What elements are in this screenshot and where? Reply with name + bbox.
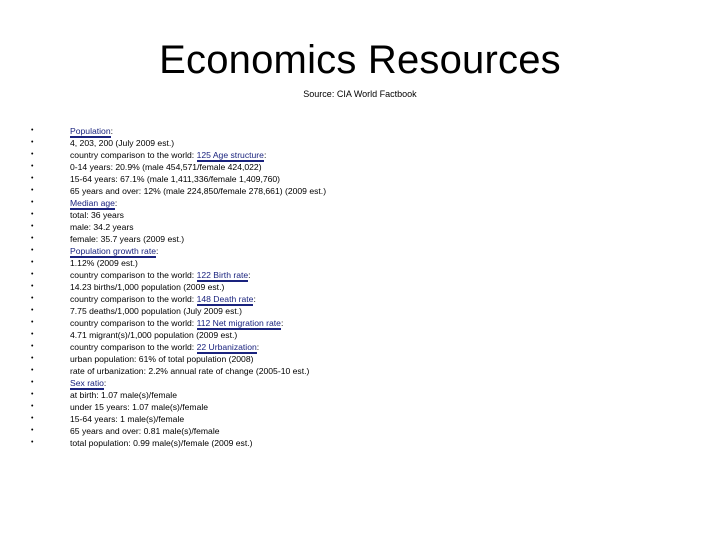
bullet-icon: • bbox=[31, 127, 34, 134]
bullet-item bbox=[31, 257, 691, 269]
bullet-item bbox=[31, 317, 691, 329]
bullet-icon: • bbox=[31, 391, 34, 398]
highlighted-term: 122 Birth rate bbox=[196, 270, 249, 280]
line-text: 4.71 migrant(s)/1,000 population (2009 est.) bbox=[70, 330, 238, 340]
bullet-item bbox=[31, 149, 691, 161]
bullet-item bbox=[31, 293, 691, 305]
line-text: country comparison to the world: bbox=[70, 150, 197, 160]
bullet-item bbox=[31, 161, 691, 173]
bullet-item bbox=[31, 197, 691, 209]
highlighted-term: 112 Net migration rate bbox=[196, 318, 281, 328]
line-suffix: : bbox=[253, 294, 256, 304]
highlighted-term: Population growth rate bbox=[70, 246, 156, 256]
line-text: male: 34.2 years bbox=[70, 222, 134, 232]
bullet-item bbox=[31, 341, 691, 353]
bullet-icon: • bbox=[31, 271, 34, 278]
bullet-icon: • bbox=[31, 439, 34, 446]
bullet-item bbox=[31, 209, 691, 221]
bullet-icon: • bbox=[31, 223, 34, 230]
bullet-icon: • bbox=[31, 343, 34, 350]
bullet-item bbox=[31, 353, 691, 365]
line-suffix: : bbox=[256, 342, 260, 352]
line-text: 15-64 years: 67.1% (male 1,411,336/female 1,409,760) bbox=[70, 174, 281, 184]
bullet-item bbox=[31, 185, 691, 197]
line-text: female: 35.7 years (2009 est.) bbox=[70, 234, 185, 244]
line-suffix: : bbox=[110, 126, 114, 136]
bullet-item bbox=[31, 137, 691, 149]
line-text: at birth: 1.07 male(s)/female bbox=[70, 390, 177, 400]
bullet-icon: • bbox=[31, 307, 34, 314]
highlighted-term: 22 Urbanization bbox=[196, 342, 257, 352]
bullet-item bbox=[31, 221, 691, 233]
line-suffix: : bbox=[156, 246, 159, 256]
bullet-icon: • bbox=[31, 163, 34, 170]
bullet-item bbox=[31, 425, 691, 437]
bullet-item bbox=[31, 413, 691, 425]
bullet-icon: • bbox=[31, 211, 34, 218]
line-suffix: : bbox=[103, 378, 107, 388]
bullet-icon: • bbox=[31, 367, 34, 374]
bullet-icon: • bbox=[31, 403, 34, 410]
bullet-icon: • bbox=[31, 175, 34, 182]
bullet-item bbox=[31, 389, 691, 401]
line-text: 7.75 deaths/1,000 population (July 2009 est.) bbox=[70, 306, 242, 316]
line-text: total: 36 years bbox=[70, 210, 124, 220]
bullet-icon: • bbox=[31, 235, 34, 242]
bullet-icon: • bbox=[31, 151, 34, 158]
highlighted-term: 148 Death rate bbox=[196, 294, 254, 304]
bullet-icon: • bbox=[31, 199, 34, 206]
bullet-icon: • bbox=[31, 415, 34, 422]
bullet-list bbox=[31, 125, 691, 449]
bullet-icon: • bbox=[31, 355, 34, 362]
line-text: country comparison to the world: bbox=[70, 270, 197, 280]
bullet-item bbox=[31, 365, 691, 377]
line-suffix: : bbox=[280, 318, 284, 328]
line-text: 65 years and over: 0.81 male(s)/female bbox=[70, 426, 220, 436]
bullet-item bbox=[31, 305, 691, 317]
bullet-item bbox=[31, 377, 691, 389]
bullet-icon: • bbox=[31, 319, 34, 326]
bullet-icon: • bbox=[31, 283, 34, 290]
source-caption: Source: CIA World Factbook bbox=[303, 89, 417, 99]
highlighted-term: Population bbox=[70, 126, 111, 136]
line-text: 0-14 years: 20.9% (male 454,571/female 424,022) bbox=[70, 162, 262, 172]
line-text: country comparison to the world: bbox=[70, 294, 197, 304]
line-suffix: : bbox=[248, 270, 251, 280]
bullet-icon: • bbox=[31, 427, 34, 434]
line-text: country comparison to the world: bbox=[70, 342, 197, 352]
line-text: 65 years and over: 12% (male 224,850/female 278,661) (2009 est.) bbox=[70, 186, 327, 196]
highlighted-term: 125 Age structure bbox=[196, 150, 264, 160]
highlighted-term: Median age bbox=[70, 198, 115, 208]
bullet-item bbox=[31, 125, 691, 137]
bullet-icon: • bbox=[31, 187, 34, 194]
bullet-item bbox=[31, 233, 691, 245]
line-text: 1.12% (2009 est.) bbox=[70, 258, 138, 268]
line-suffix: : bbox=[114, 198, 118, 208]
line-text: 15-64 years: 1 male(s)/female bbox=[70, 414, 185, 424]
line-text: total population: 0.99 male(s)/female (2009 est.) bbox=[70, 438, 253, 448]
bullet-icon: • bbox=[31, 295, 34, 302]
line-text: 4, 203, 200 (July 2009 est.) bbox=[70, 138, 175, 148]
line-text: under 15 years: 1.07 male(s)/female bbox=[70, 402, 209, 412]
line-suffix: : bbox=[263, 150, 267, 160]
line-text: urban population: 61% of total population (2008) bbox=[70, 354, 254, 364]
line-text: rate of urbanization: 2.2% annual rate of change (2005-10 est.) bbox=[70, 366, 310, 376]
bullet-icon: • bbox=[31, 379, 34, 386]
bullet-item bbox=[31, 329, 691, 341]
bullet-item bbox=[31, 245, 691, 257]
bullet-item bbox=[31, 281, 691, 293]
bullet-icon: • bbox=[31, 139, 34, 146]
bullet-item bbox=[31, 401, 691, 413]
line-text: country comparison to the world: bbox=[70, 318, 197, 328]
bullet-item bbox=[31, 173, 691, 185]
bullet-item bbox=[31, 437, 691, 449]
bullet-icon: • bbox=[31, 331, 34, 338]
highlighted-term: Sex ratio bbox=[70, 378, 104, 388]
bullet-icon: • bbox=[31, 259, 34, 266]
slide-title: Economics Resources bbox=[159, 38, 561, 82]
line-text: 14.23 births/1,000 population (2009 est.) bbox=[70, 282, 225, 292]
bullet-item bbox=[31, 269, 691, 281]
bullet-icon: • bbox=[31, 247, 34, 254]
